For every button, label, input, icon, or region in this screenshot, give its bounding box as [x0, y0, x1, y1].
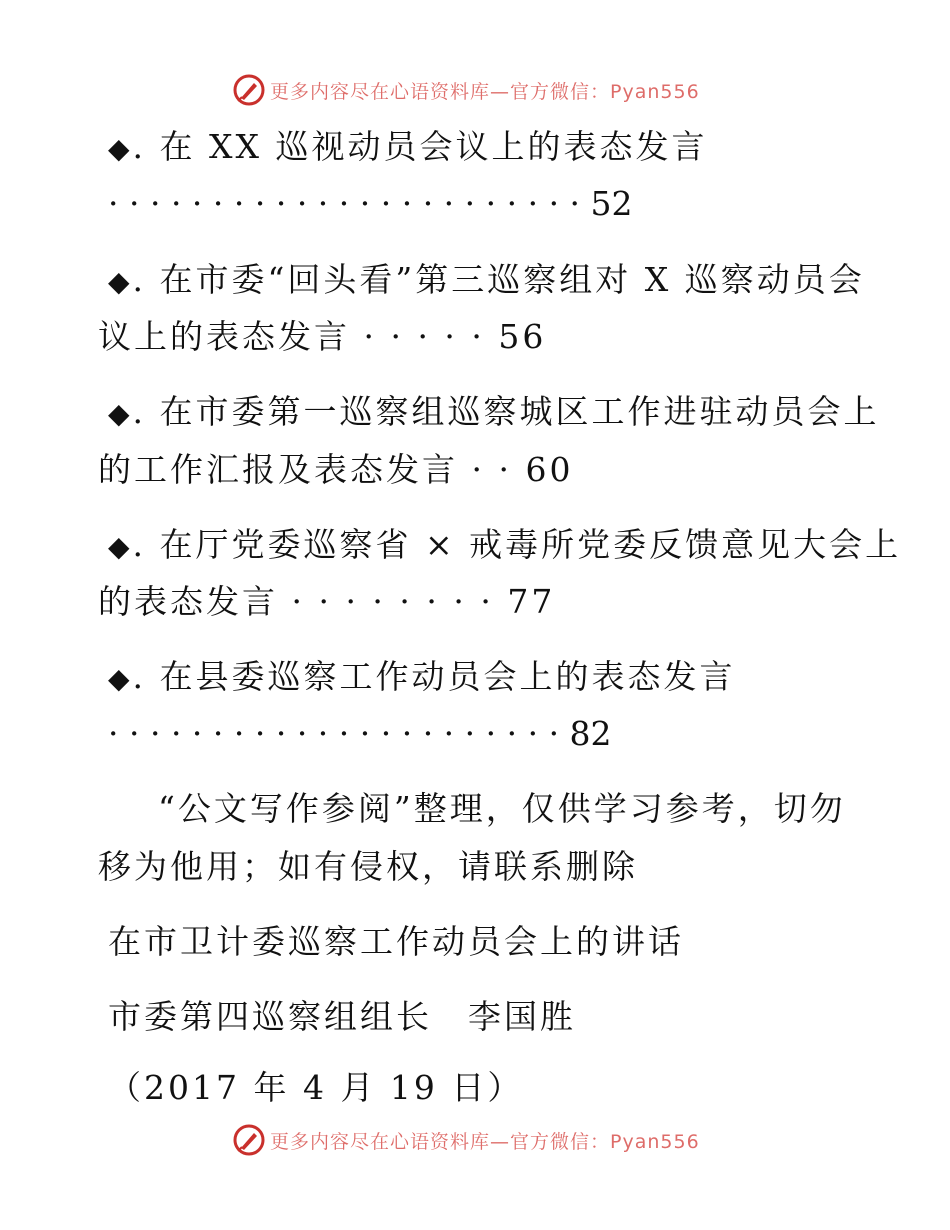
diamond-bullet-icon: ◆ [108, 397, 133, 430]
toc-entry-page: · · · · · · · · · · · · · · · · · · · · · · 82 [108, 714, 612, 753]
watermark-footer [232, 1120, 700, 1160]
toc-entry-text: . 在县委巡察工作动员会上的表态发言 [132, 657, 736, 696]
watermark-text: 更多内容尽在心语资料库—官方微信：Pyan556 [270, 80, 700, 103]
diamond-bullet-icon: ◆ [108, 265, 133, 298]
notice-line: “公文写作参阅”整理，仅供学习参考，切勿 [158, 789, 846, 828]
toc-entry-title [108, 392, 880, 434]
speech-date: （2017 年 4 月 19 日） [108, 1068, 524, 1107]
toc-entry-title [108, 525, 901, 567]
diamond-bullet-icon: ◆ [108, 662, 133, 695]
toc-entry-page: 的工作汇报及表态发言 · · 60 [98, 450, 574, 489]
toc-entry-page: 议上的表态发言 · · · · · 56 [98, 317, 547, 356]
pen-logo-icon [232, 1123, 266, 1157]
diamond-bullet-icon: ◆ [108, 132, 133, 165]
speech-title: 在市卫计委巡察工作动员会上的讲话 [108, 922, 684, 961]
toc-entry-title [108, 127, 708, 169]
toc-entry-text: . 在厅党委巡察省 × 戒毒所党委反馈意见大会上 [132, 525, 902, 564]
diamond-bullet-icon: ◆ [108, 530, 133, 563]
notice-line: 移为他用；如有侵权，请联系删除 [98, 847, 638, 886]
pen-logo-icon [232, 73, 266, 107]
toc-entry-page: · · · · · · · · · · · · · · · · · · · · · · · 52 [108, 184, 633, 223]
speech-author: 市委第四巡察组组长 李国胜 [108, 997, 576, 1036]
watermark-header [232, 70, 700, 110]
toc-entry-text: . 在市委第一巡察组巡察城区工作进驻动员会上 [132, 392, 880, 431]
watermark-text: 更多内容尽在心语资料库—官方微信：Pyan556 [270, 1130, 700, 1153]
toc-entry-text: . 在 XX 巡视动员会议上的表态发言 [132, 127, 708, 166]
toc-entry-title [108, 260, 865, 302]
toc-entry-title [108, 657, 736, 699]
toc-entry-text: . 在市委“回头看”第三巡察组对 X 巡察动员会 [132, 260, 865, 299]
toc-entry-page: 的表态发言 · · · · · · · · 77 [98, 582, 556, 621]
